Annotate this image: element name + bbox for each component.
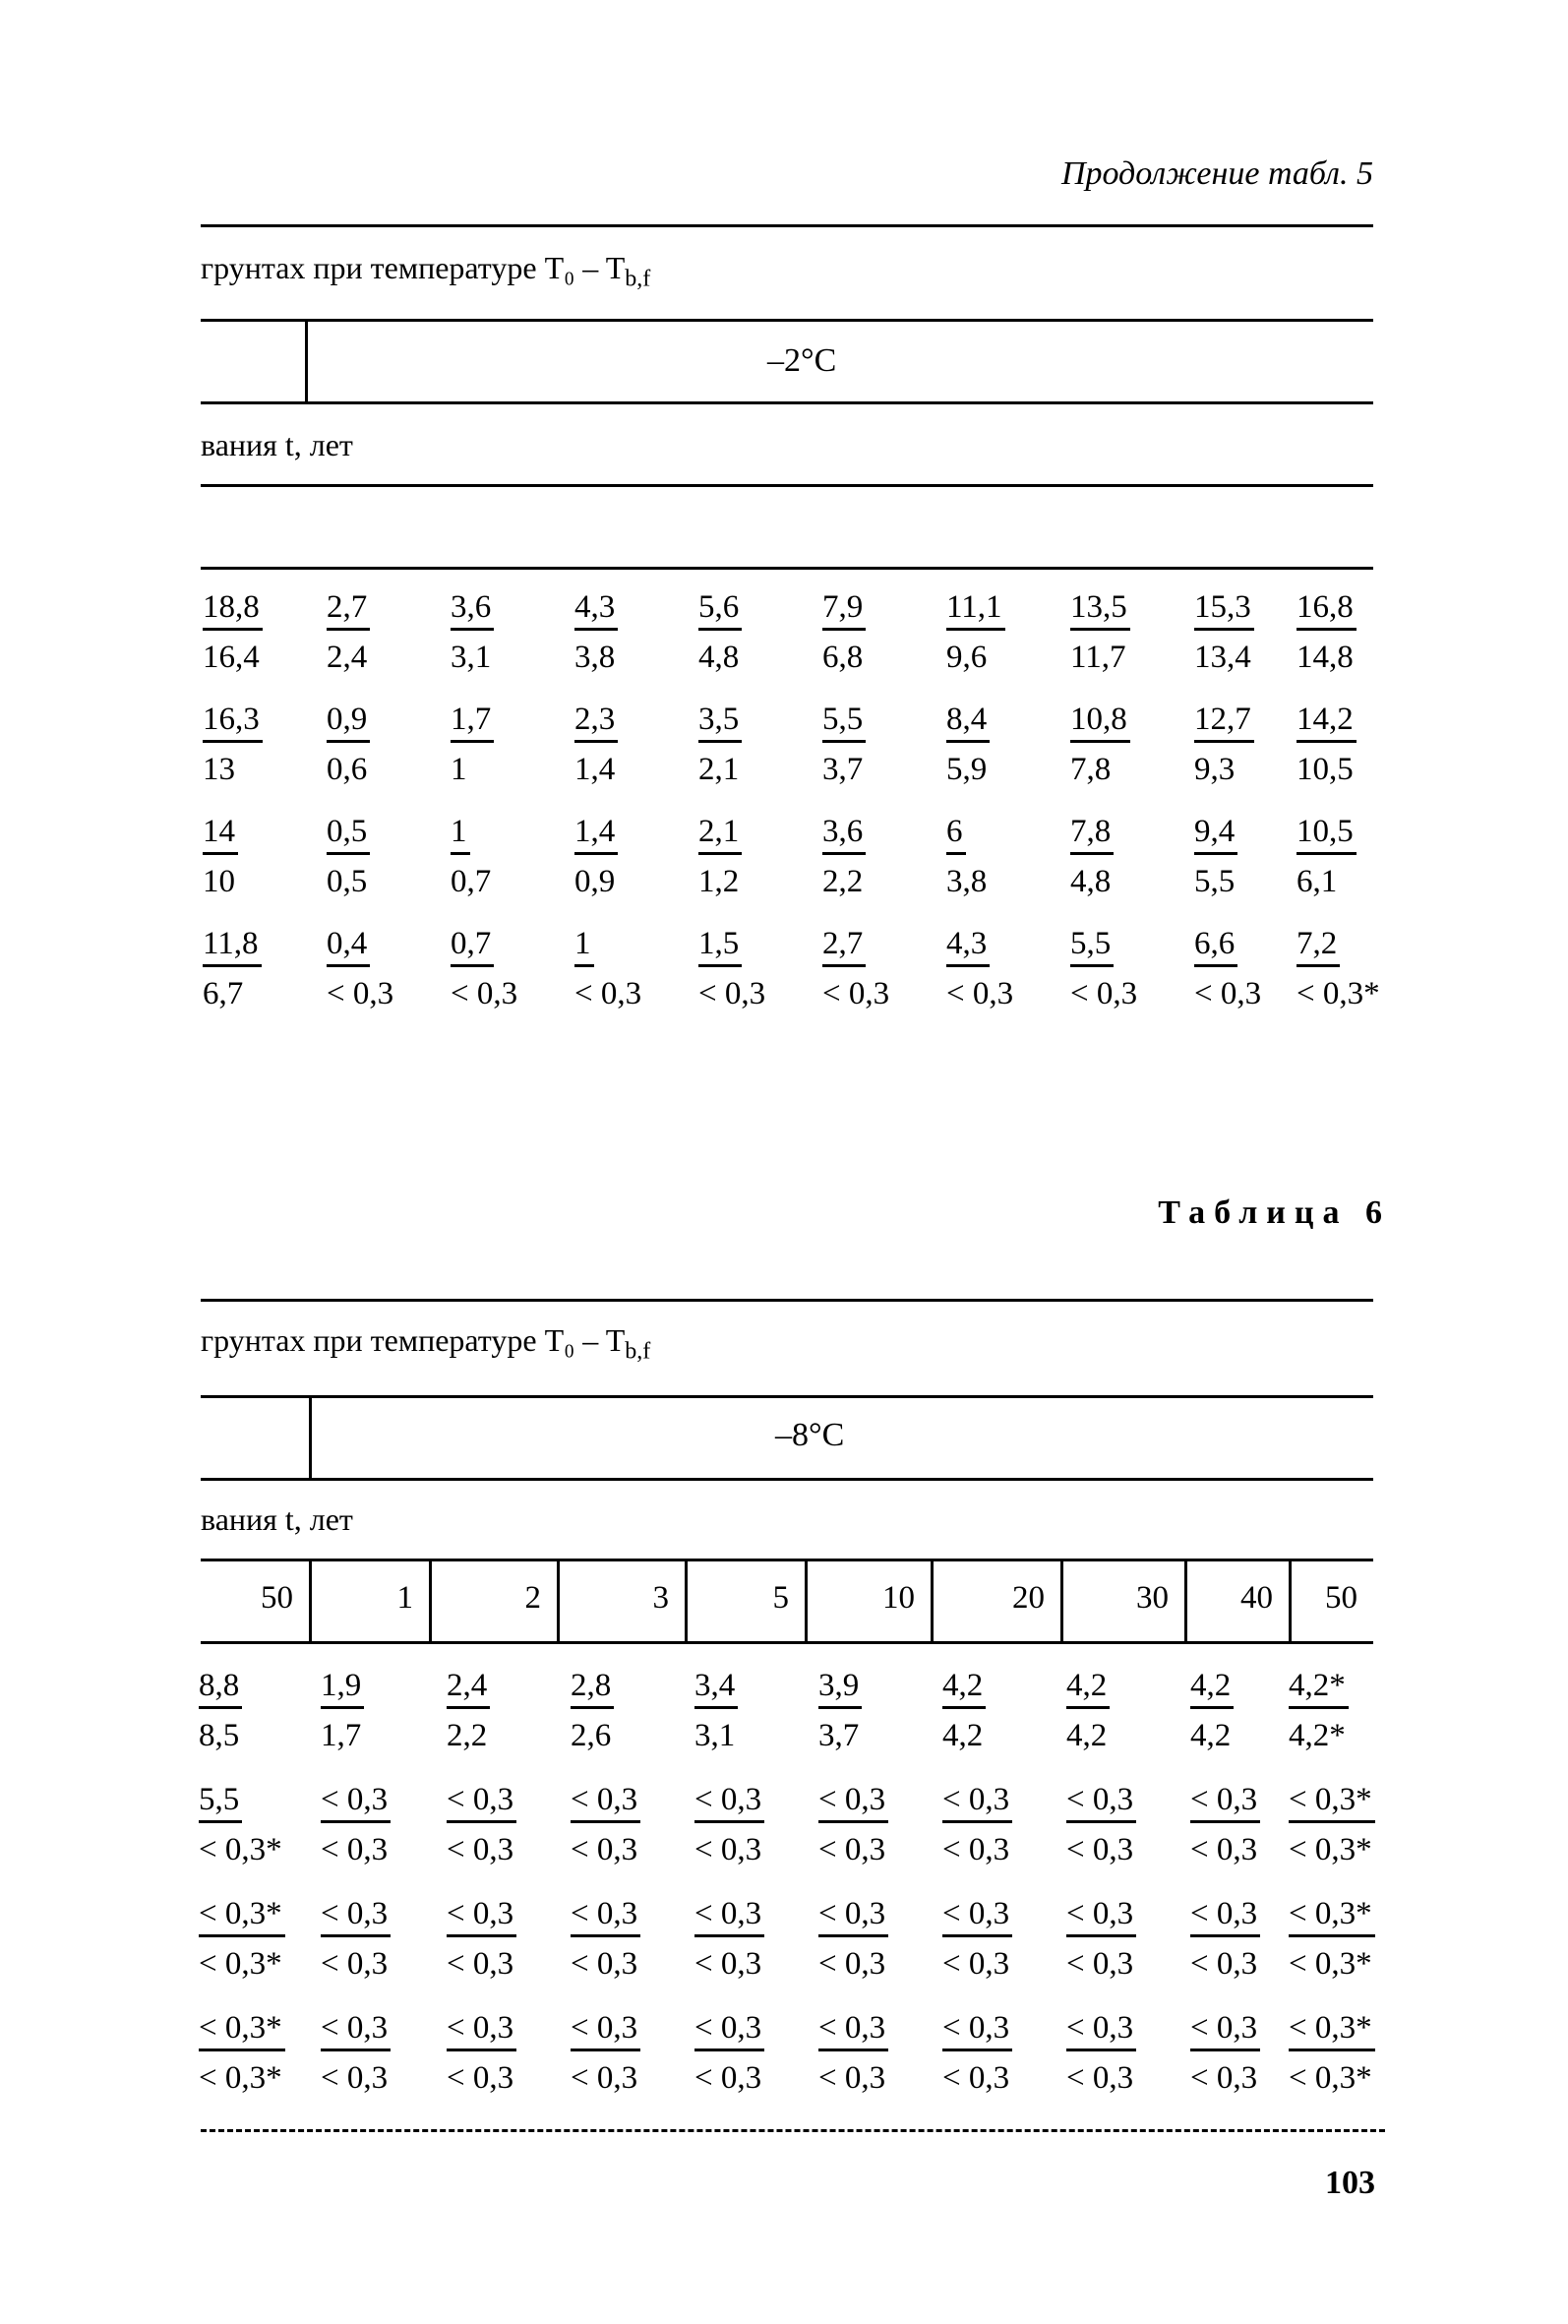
table6-table-cell bbox=[694, 1895, 764, 1983]
table5-table-cell bbox=[203, 701, 263, 788]
table5-table-cell bbox=[1070, 813, 1114, 900]
table6-header-cell: 50 bbox=[1325, 1580, 1357, 1616]
cell-numerator: 6 bbox=[946, 813, 966, 855]
cell-numerator: 18,8 bbox=[203, 588, 263, 631]
table5-header-bottom bbox=[201, 567, 1373, 570]
table6-years-label: вания t, лет bbox=[201, 1501, 353, 1537]
cell-denominator: 0,6 bbox=[327, 752, 368, 787]
table6-table-cell bbox=[571, 1781, 640, 1868]
cell-denominator: 7,8 bbox=[1070, 752, 1112, 787]
table6-table-cell bbox=[199, 1781, 282, 1868]
table5-years-label: вания t, лет bbox=[201, 427, 353, 462]
table6-top-rule bbox=[201, 1299, 1373, 1302]
table5-table-cell bbox=[203, 588, 263, 676]
cell-numerator: 14,2 bbox=[1297, 701, 1357, 743]
table6-table-cell bbox=[199, 1667, 242, 1754]
cell-denominator: < 0,3 bbox=[571, 2060, 638, 2096]
table6-table-cell bbox=[1066, 1895, 1136, 1983]
cell-numerator: 3,9 bbox=[818, 1667, 862, 1709]
cell-denominator: 3,7 bbox=[818, 1718, 860, 1753]
cell-numerator: 8,8 bbox=[199, 1667, 242, 1709]
cell-numerator: 7,2 bbox=[1297, 925, 1340, 967]
table5-table-cell bbox=[574, 588, 618, 676]
table6-table-cell bbox=[694, 1781, 764, 1868]
cell-numerator: 2,7 bbox=[327, 588, 370, 631]
table6-table-cell bbox=[942, 2009, 1012, 2097]
cell-denominator: 2,2 bbox=[447, 1718, 488, 1753]
cell-numerator: < 0,3 bbox=[818, 1895, 888, 1937]
cell-denominator: 3,7 bbox=[822, 752, 864, 787]
table6-table-cell bbox=[1289, 1895, 1375, 1983]
cell-denominator: 3,1 bbox=[694, 1718, 736, 1753]
cell-numerator: 3,4 bbox=[694, 1667, 738, 1709]
table6-table-cell bbox=[1190, 1667, 1234, 1754]
cell-denominator: < 0,3 bbox=[321, 1832, 389, 1867]
cell-numerator: < 0,3 bbox=[571, 2009, 640, 2051]
table5-table-cell bbox=[822, 813, 866, 900]
table5-table-cell bbox=[451, 701, 494, 788]
cell-numerator: 4,3 bbox=[946, 925, 990, 967]
cell-numerator: < 0,3 bbox=[818, 1781, 888, 1823]
table5-table-cell bbox=[574, 813, 618, 900]
cell-denominator: 2,1 bbox=[698, 752, 740, 787]
table5-table-cell bbox=[203, 813, 238, 900]
cell-numerator: 9,4 bbox=[1194, 813, 1237, 855]
cell-numerator: < 0,3 bbox=[321, 1781, 391, 1823]
table6-table-cell bbox=[1066, 1781, 1136, 1868]
cell-numerator: 8,4 bbox=[946, 701, 990, 743]
table6-table-cell bbox=[447, 2009, 516, 2097]
cell-numerator: 0,9 bbox=[327, 701, 370, 743]
cell-denominator: < 0,3 bbox=[694, 1946, 762, 1982]
table6-table-cell bbox=[321, 1667, 364, 1754]
table5-table-cell bbox=[1297, 813, 1357, 900]
table6-header-top bbox=[201, 1559, 1373, 1561]
cell-denominator: < 0,3 bbox=[1066, 1832, 1134, 1867]
cell-numerator: 7,9 bbox=[822, 588, 866, 631]
table6-table-cell bbox=[447, 1667, 490, 1754]
table6-table-cell bbox=[694, 1667, 738, 1754]
cell-denominator: 4,8 bbox=[1070, 864, 1112, 899]
table6-table-cell bbox=[942, 1781, 1012, 1868]
cell-denominator: 13 bbox=[203, 752, 235, 787]
cell-denominator: < 0,3 bbox=[327, 976, 394, 1011]
cell-numerator: 2,1 bbox=[698, 813, 742, 855]
table6-table-cell bbox=[199, 2009, 285, 2097]
cell-numerator: 1 bbox=[574, 925, 594, 967]
cell-numerator: 16,8 bbox=[1297, 588, 1357, 631]
table6-table-cell bbox=[447, 1895, 516, 1983]
table6-table-cell bbox=[1190, 1781, 1260, 1868]
table6-table-cell bbox=[321, 1895, 391, 1983]
table5-table-cell bbox=[1070, 701, 1130, 788]
table5-table-cell bbox=[1194, 925, 1261, 1012]
cell-numerator: 11,8 bbox=[203, 925, 262, 967]
cell-numerator: 7,8 bbox=[1070, 813, 1114, 855]
cell-numerator: 4,2* bbox=[1289, 1667, 1349, 1709]
cell-denominator: 10,5 bbox=[1297, 752, 1354, 787]
cell-numerator: < 0,3 bbox=[447, 1781, 516, 1823]
cell-denominator: 4,2 bbox=[1190, 1718, 1232, 1753]
cell-numerator: 10,8 bbox=[1070, 701, 1130, 743]
cell-numerator: < 0,3 bbox=[321, 1895, 391, 1937]
table6-table-cell bbox=[818, 1895, 888, 1983]
cell-denominator: < 0,3 bbox=[818, 2060, 886, 2096]
table5-table-cell bbox=[451, 925, 517, 1012]
table5-table-cell bbox=[946, 701, 990, 788]
cell-numerator: < 0,3 bbox=[447, 1895, 516, 1937]
cell-numerator: 3,5 bbox=[698, 701, 742, 743]
cell-denominator: 3,8 bbox=[574, 640, 616, 675]
cell-denominator: 4,2* bbox=[1289, 1718, 1346, 1753]
cell-numerator: 14 bbox=[203, 813, 238, 855]
table6-table-cell bbox=[942, 1667, 986, 1754]
table5-caption-sub: b,f bbox=[625, 266, 651, 292]
cell-numerator: < 0,3 bbox=[1190, 1895, 1260, 1937]
table6-table-cell bbox=[1190, 1895, 1260, 1983]
cell-denominator: < 0,3* bbox=[1289, 1946, 1372, 1982]
cell-denominator: < 0,3 bbox=[1190, 1832, 1258, 1867]
cell-denominator: 5,5 bbox=[1194, 864, 1236, 899]
cell-numerator: < 0,3 bbox=[1066, 1895, 1136, 1937]
cell-numerator: < 0,3 bbox=[694, 1895, 764, 1937]
cell-denominator: 0,7 bbox=[451, 864, 492, 899]
table5-table-cell bbox=[1297, 925, 1380, 1012]
cell-denominator: 9,6 bbox=[946, 640, 988, 675]
cell-numerator: < 0,3 bbox=[571, 1781, 640, 1823]
table6-caption bbox=[201, 1322, 650, 1365]
cell-denominator: 2,4 bbox=[327, 640, 368, 675]
cell-numerator: 1 bbox=[451, 813, 470, 855]
cell-numerator: 2,8 bbox=[571, 1667, 614, 1709]
cell-numerator: < 0,3* bbox=[199, 1895, 285, 1937]
table5-table-cell bbox=[822, 925, 889, 1012]
cell-denominator: 16,4 bbox=[203, 640, 260, 675]
table5-table-cell bbox=[946, 925, 1013, 1012]
cell-denominator: < 0,3 bbox=[818, 1832, 886, 1867]
cell-denominator: 14,8 bbox=[1297, 640, 1354, 675]
table6-table-cell bbox=[447, 1781, 516, 1868]
cell-denominator: < 0,3* bbox=[1297, 976, 1380, 1011]
table6-table-cell bbox=[694, 2009, 764, 2097]
table5-table-cell bbox=[946, 588, 1005, 676]
table5-table-cell bbox=[698, 925, 765, 1012]
table6-header-cell: 20 bbox=[1012, 1580, 1045, 1616]
table5-table-cell bbox=[574, 925, 641, 1012]
table5-table-cell bbox=[451, 813, 491, 900]
cell-denominator: < 0,3 bbox=[574, 976, 642, 1011]
cell-denominator: < 0,3 bbox=[694, 1832, 762, 1867]
cell-numerator: < 0,3* bbox=[1289, 1781, 1375, 1823]
cell-numerator: 2,3 bbox=[574, 701, 618, 743]
cell-denominator: 3,1 bbox=[451, 640, 492, 675]
page-number: 103 bbox=[1325, 2165, 1375, 2201]
table6-temp-divider bbox=[309, 1395, 312, 1478]
cell-denominator: 6,7 bbox=[203, 976, 244, 1011]
continuation-label: Продолжение табл. 5 bbox=[1060, 155, 1373, 192]
cell-numerator: 1,5 bbox=[698, 925, 742, 967]
cell-denominator: < 0,3 bbox=[1194, 976, 1262, 1011]
table5-table-cell bbox=[822, 588, 866, 676]
cell-denominator: < 0,3* bbox=[199, 1832, 282, 1867]
table6-table-cell bbox=[1066, 1667, 1110, 1754]
cell-denominator: < 0,3 bbox=[818, 1946, 886, 1982]
table6-title: Таблица 6 bbox=[1158, 1194, 1391, 1231]
cell-denominator: 10 bbox=[203, 864, 235, 899]
table6-table-cell bbox=[1190, 2009, 1260, 2097]
cell-numerator: 0,4 bbox=[327, 925, 370, 967]
cell-denominator: 4,8 bbox=[698, 640, 740, 675]
cell-numerator: 12,7 bbox=[1194, 701, 1254, 743]
table5-table-cell bbox=[451, 588, 494, 676]
table5-table-cell bbox=[327, 925, 393, 1012]
table5-table-cell bbox=[203, 925, 262, 1012]
cell-denominator: 8,5 bbox=[199, 1718, 240, 1753]
table6-table-cell bbox=[818, 2009, 888, 2097]
cell-numerator: < 0,3 bbox=[321, 2009, 391, 2051]
cell-denominator: 1 bbox=[451, 752, 467, 787]
cell-numerator: 4,3 bbox=[574, 588, 618, 631]
cell-denominator: < 0,3 bbox=[321, 1946, 389, 1982]
cell-numerator: < 0,3 bbox=[694, 2009, 764, 2051]
cell-denominator: 2,6 bbox=[571, 1718, 612, 1753]
cell-denominator: < 0,3* bbox=[1289, 2060, 1372, 2096]
table5-table-cell bbox=[1070, 925, 1137, 1012]
table5-table-cell bbox=[698, 813, 742, 900]
cell-numerator: < 0,3 bbox=[942, 1895, 1012, 1937]
table6-header-cell: 30 bbox=[1136, 1580, 1169, 1616]
cell-denominator: 11,7 bbox=[1070, 640, 1126, 675]
table5-caption bbox=[201, 250, 650, 292]
table6-header-cell: 10 bbox=[882, 1580, 915, 1616]
table5-header-top bbox=[201, 484, 1373, 487]
table5-temp-divider bbox=[305, 319, 308, 401]
table5-table-cell bbox=[327, 588, 370, 676]
cell-denominator: < 0,3 bbox=[571, 1946, 638, 1982]
table6-table-cell bbox=[321, 2009, 391, 2097]
cell-numerator: 3,6 bbox=[451, 588, 494, 631]
table5-table-cell bbox=[698, 588, 742, 676]
cell-denominator: < 0,3 bbox=[1070, 976, 1138, 1011]
cell-denominator: 3,8 bbox=[946, 864, 988, 899]
table6-header-cell: 40 bbox=[1240, 1580, 1273, 1616]
table6-table-cell bbox=[1289, 1667, 1349, 1754]
cell-denominator: 1,4 bbox=[574, 752, 616, 787]
cell-denominator: 13,4 bbox=[1194, 640, 1251, 675]
cell-denominator: 6,8 bbox=[822, 640, 864, 675]
cell-numerator: < 0,3 bbox=[1066, 1781, 1136, 1823]
cell-denominator: < 0,3 bbox=[1066, 2060, 1134, 2096]
cell-numerator: 10,5 bbox=[1297, 813, 1357, 855]
cell-denominator: < 0,3 bbox=[447, 2060, 514, 2096]
table5-table-cell bbox=[1297, 588, 1357, 676]
cell-numerator: 4,2 bbox=[1066, 1667, 1110, 1709]
cell-denominator: < 0,3 bbox=[1066, 1946, 1134, 1982]
table6-header-cell: 50 bbox=[261, 1580, 293, 1616]
table6-header-cell: 5 bbox=[772, 1580, 789, 1616]
table5-temperature: –2°C bbox=[767, 342, 837, 379]
table6-table-cell bbox=[942, 1895, 1012, 1983]
cell-denominator: < 0,3 bbox=[942, 1946, 1010, 1982]
cell-numerator: 11,1 bbox=[946, 588, 1005, 631]
cell-denominator: < 0,3 bbox=[321, 2060, 389, 2096]
cell-numerator: 4,2 bbox=[1190, 1667, 1234, 1709]
cell-numerator: 0,5 bbox=[327, 813, 370, 855]
table5-rule-1 bbox=[201, 319, 1373, 322]
cell-denominator: < 0,3 bbox=[942, 2060, 1010, 2096]
cell-numerator: 1,9 bbox=[321, 1667, 364, 1709]
table5-table-cell bbox=[698, 701, 742, 788]
table6-caption-sub: b,f bbox=[625, 1338, 651, 1365]
cell-denominator: < 0,3 bbox=[822, 976, 890, 1011]
cell-numerator: < 0,3 bbox=[571, 1895, 640, 1937]
cell-numerator: 13,5 bbox=[1070, 588, 1130, 631]
table5-rule-2 bbox=[201, 401, 1373, 404]
table6-table-cell bbox=[571, 1667, 614, 1754]
table6-table-cell bbox=[818, 1781, 888, 1868]
cell-denominator: < 0,3 bbox=[698, 976, 766, 1011]
table5-table-cell bbox=[574, 701, 618, 788]
table5-table-cell bbox=[1194, 701, 1254, 788]
cell-denominator: 0,9 bbox=[574, 864, 616, 899]
cell-denominator: < 0,3 bbox=[571, 1832, 638, 1867]
table5-table-cell bbox=[1070, 588, 1130, 676]
bottom-dashed-rule bbox=[201, 2129, 1385, 2132]
table6-header-bottom bbox=[201, 1641, 1373, 1644]
table5-table-cell bbox=[1297, 701, 1357, 788]
table6-header-cell: 2 bbox=[524, 1580, 541, 1616]
cell-numerator: < 0,3 bbox=[1190, 2009, 1260, 2051]
cell-numerator: 4,2 bbox=[942, 1667, 986, 1709]
cell-numerator: 3,6 bbox=[822, 813, 866, 855]
table6-table-cell bbox=[1289, 1781, 1375, 1868]
table6-rule-2 bbox=[201, 1478, 1373, 1481]
cell-denominator: < 0,3* bbox=[199, 2060, 282, 2096]
cell-numerator: < 0,3 bbox=[1190, 1781, 1260, 1823]
table6-table-cell bbox=[1066, 2009, 1136, 2097]
cell-denominator: < 0,3 bbox=[1190, 2060, 1258, 2096]
cell-denominator: < 0,3 bbox=[942, 1832, 1010, 1867]
cell-numerator: < 0,3 bbox=[942, 1781, 1012, 1823]
table6-table-cell bbox=[199, 1895, 285, 1983]
table6-temperature: –8°C bbox=[775, 1417, 845, 1453]
table5-top-rule bbox=[201, 224, 1373, 227]
table6-table-cell bbox=[321, 1781, 391, 1868]
cell-numerator: 6,6 bbox=[1194, 925, 1237, 967]
cell-denominator: < 0,3 bbox=[1190, 1946, 1258, 1982]
cell-numerator: 5,5 bbox=[1070, 925, 1114, 967]
cell-denominator: 5,9 bbox=[946, 752, 988, 787]
cell-numerator: < 0,3 bbox=[447, 2009, 516, 2051]
cell-numerator: < 0,3 bbox=[818, 2009, 888, 2051]
table5-caption-text: грунтах при температуре T₀ – T bbox=[201, 250, 626, 285]
cell-denominator: < 0,3* bbox=[1289, 1832, 1372, 1867]
cell-numerator: 2,4 bbox=[447, 1667, 490, 1709]
cell-numerator: < 0,3* bbox=[1289, 1895, 1375, 1937]
table6-caption-text: грунтах при температуре T₀ – T bbox=[201, 1322, 626, 1358]
table6-header-cell: 3 bbox=[652, 1580, 669, 1616]
table5-table-cell bbox=[946, 813, 987, 900]
table6-table-cell bbox=[1289, 2009, 1375, 2097]
cell-numerator: 1,7 bbox=[451, 701, 494, 743]
cell-numerator: 1,4 bbox=[574, 813, 618, 855]
cell-numerator: 2,7 bbox=[822, 925, 866, 967]
cell-numerator: < 0,3* bbox=[199, 2009, 285, 2051]
cell-denominator: < 0,3* bbox=[199, 1946, 282, 1982]
cell-numerator: < 0,3 bbox=[942, 2009, 1012, 2051]
cell-denominator: 1,7 bbox=[321, 1718, 362, 1753]
table5-table-cell bbox=[1194, 588, 1254, 676]
cell-denominator: 6,1 bbox=[1297, 864, 1338, 899]
cell-denominator: < 0,3 bbox=[447, 1946, 514, 1982]
table5-table-cell bbox=[822, 701, 866, 788]
table5-table-cell bbox=[327, 701, 370, 788]
table5-table-cell bbox=[327, 813, 370, 900]
cell-numerator: < 0,3 bbox=[694, 1781, 764, 1823]
cell-numerator: < 0,3* bbox=[1289, 2009, 1375, 2051]
table6-table-cell bbox=[571, 1895, 640, 1983]
cell-numerator: 5,5 bbox=[199, 1781, 242, 1823]
table6-table-cell bbox=[818, 1667, 862, 1754]
cell-denominator: 9,3 bbox=[1194, 752, 1236, 787]
table6-table-cell bbox=[571, 2009, 640, 2097]
cell-numerator: 5,6 bbox=[698, 588, 742, 631]
table6-header-cell: 1 bbox=[396, 1580, 413, 1616]
table5-table-cell bbox=[1194, 813, 1237, 900]
cell-denominator: 1,2 bbox=[698, 864, 740, 899]
cell-denominator: 4,2 bbox=[1066, 1718, 1108, 1753]
cell-numerator: 15,3 bbox=[1194, 588, 1254, 631]
cell-denominator: 0,5 bbox=[327, 864, 368, 899]
cell-denominator: 4,2 bbox=[942, 1718, 984, 1753]
table6-rule-1 bbox=[201, 1395, 1373, 1398]
cell-denominator: < 0,3 bbox=[946, 976, 1014, 1011]
cell-denominator: 2,2 bbox=[822, 864, 864, 899]
cell-denominator: < 0,3 bbox=[694, 2060, 762, 2096]
cell-numerator: 5,5 bbox=[822, 701, 866, 743]
cell-numerator: 16,3 bbox=[203, 701, 263, 743]
cell-numerator: 0,7 bbox=[451, 925, 494, 967]
cell-numerator: < 0,3 bbox=[1066, 2009, 1136, 2051]
cell-denominator: < 0,3 bbox=[451, 976, 518, 1011]
cell-denominator: < 0,3 bbox=[447, 1832, 514, 1867]
